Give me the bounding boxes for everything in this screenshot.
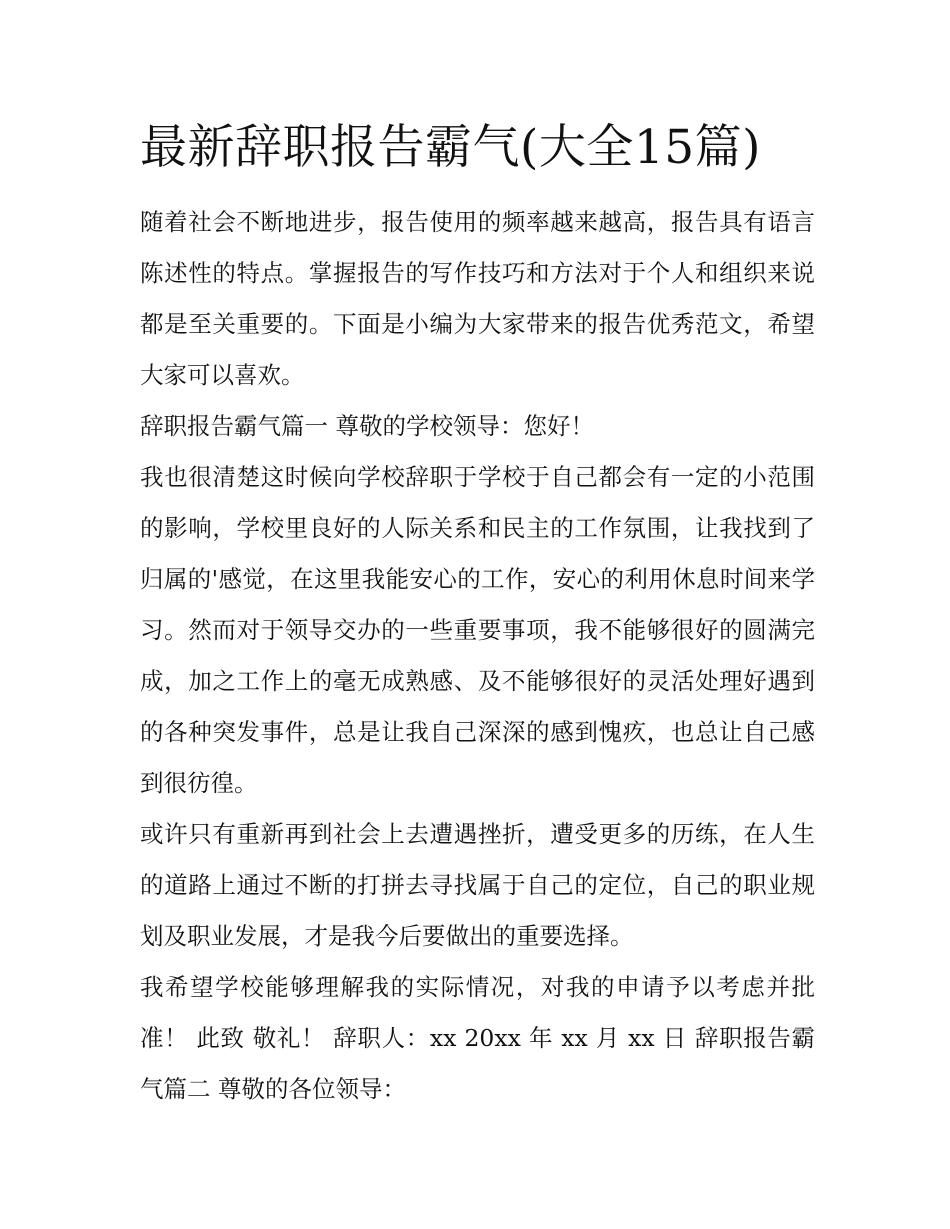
- document-title: 最新辞职报告霸气(大全15篇): [140, 120, 761, 175]
- document-body: [140, 197, 815, 1115]
- paragraph-section-one-heading: 辞职报告霸气篇一 尊敬的学校领导：您好！: [140, 412, 594, 440]
- paragraph-closing: 我希望学校能够理解我的实际情况，对我的申请予以考虑并批准！ 此致 敬礼！ 辞职人：xx 20xx 年 xx 月 xx 日 辞职报告霸气篇二 尊敬的各位领导：: [140, 973, 815, 1103]
- paragraph-reason: 我也很清楚这时候向学校辞职于学校于自己都会有一定的小范围的影响，学校里良好的人际关系和民主的工作氛围，让我找到了归属的'感觉，在这里我能安心的工作，安心的利用休息时间来学习。然而对于领导交办的一些重要事项，我不能够很好的圆满完成，加之工作上的毫无成熟感、及不能够很好的灵活处理好遇到的各种突发事件，总是让我自己深深的感到愧疚，也总让自己感到很彷徨。: [140, 463, 815, 797]
- paragraph-choice: 或许只有重新再到社会上去遭遇挫折，遭受更多的历练，在人生的道路上通过不断的打拼去寻找属于自己的定位，自己的职业规划及职业发展，才是我今后要做出的重要选择。: [140, 820, 815, 950]
- paragraph-intro: 随着社会不断地进步，报告使用的频率越来越高，报告具有语言陈述性的特点。掌握报告的写作技巧和方法对于个人和组织来说都是至关重要的。下面是小编为大家带来的报告优秀范文，希望大家可以喜欢。: [140, 208, 815, 389]
